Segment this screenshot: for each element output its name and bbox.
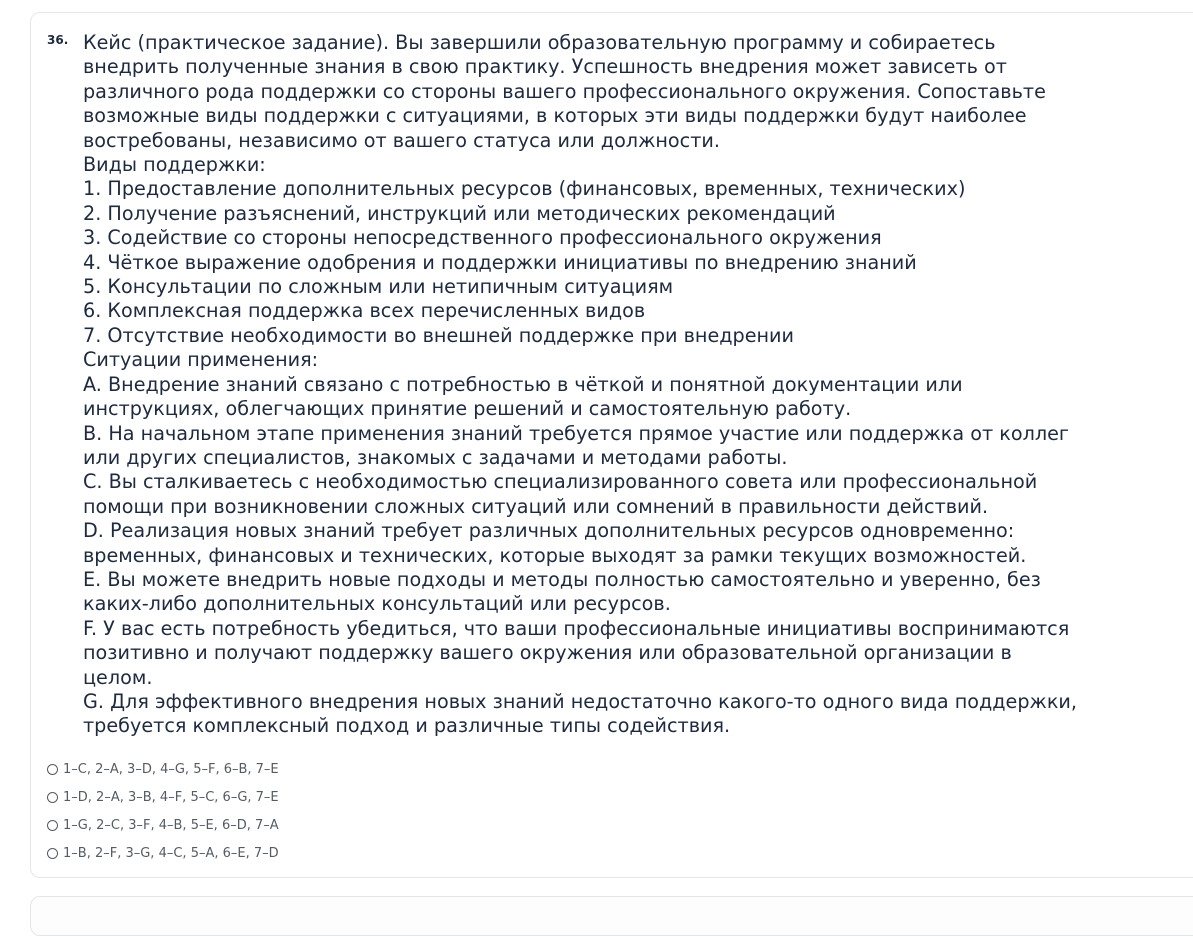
answer-option-label: 1–G, 2–C, 3–F, 4–B, 5–E, 6–D, 7–A	[63, 817, 279, 833]
answer-option-label: 1–B, 2–F, 3–G, 4–C, 5–A, 6–E, 7–D	[63, 845, 279, 861]
question-text-line: 5. Консультации по сложным или нетипичным ситуациям	[83, 275, 674, 299]
question-text-line: F. У вас есть потребность убедиться, что ваши профессиональные инициативы воспринимаются	[83, 616, 1070, 640]
radio-button[interactable]	[47, 764, 58, 775]
question-text-line: 3. Содействие со стороны непосредственного профессионального окружения	[83, 226, 882, 250]
answer-option-label: 1–C, 2–A, 3–D, 4–G, 5–F, 6–B, 7–E	[63, 761, 279, 777]
question-text-line: возможные виды поддержки с ситуациями, в которых эти виды поддержки будут наиболее	[83, 104, 1027, 128]
answer-option[interactable]	[47, 839, 279, 867]
question-text-line: различного рода поддержки со стороны вашего профессионального окружения. Сопоставьте	[83, 79, 1046, 103]
question-text-line: Кейс (практическое задание). Вы завершили образовательную программу и собираетесь	[83, 31, 996, 54]
question-text-line: инструкциях, облегчающих принятие решений и самостоятельную работу.	[83, 397, 852, 421]
question-text-line: 7. Отсутствие необходимости во внешней поддержке при внедрении	[83, 323, 794, 347]
question-text-line: 6. Комплексная поддержка всех перечисленных видов	[83, 299, 646, 323]
question-text-line: каких-либо дополнительных консультаций или ресурсов.	[83, 592, 671, 616]
question-card	[30, 12, 1193, 878]
question-text-line: A. Внедрение знаний связано с потребностью в чёткой и понятной документации или	[83, 372, 963, 396]
question-text-line: 1. Предоставление дополнительных ресурсов (финансовых, временных, технических)	[83, 177, 966, 201]
question-text-line: G. Для эффективного внедрения новых знаний недостаточно какого-то одного вида поддержки,	[83, 689, 1077, 713]
answer-option-label: 1–D, 2–A, 3–B, 4–F, 5–C, 6–G, 7–E	[63, 789, 279, 805]
question-number: 36.	[47, 33, 69, 47]
question-text-line: C. Вы сталкиваетесь с необходимостью специализированного совета или профессиональной	[83, 470, 1038, 494]
question-text-line: внедрить полученные знания в свою практику. Успешность внедрения может зависеть от	[83, 55, 1007, 79]
radio-button[interactable]	[47, 792, 58, 803]
question-text-line: временных, финансовых и технических, которые выходят за рамки текущих возможностей.	[83, 543, 1027, 567]
question-text-line: востребованы, независимо от вашего статуса или должности.	[83, 128, 720, 152]
question-text-line: E. Вы можете внедрить новые подходы и методы полностью самостоятельно и уверенно, без	[83, 567, 1041, 591]
question-text-line: Виды поддержки:	[83, 153, 266, 177]
question-text-line: целом.	[83, 665, 153, 689]
radio-button[interactable]	[47, 820, 58, 831]
question-text-line: или других специалистов, знакомых с задачами и методами работы.	[83, 445, 788, 469]
question-text-line: D. Реализация новых знаний требует различных дополнительных ресурсов одновременно:	[83, 519, 1015, 543]
question-text	[83, 31, 1183, 739]
question-text-line: B. На начальном этапе применения знаний требуется прямое участие или поддержка от коллег	[83, 421, 1070, 445]
answer-option[interactable]	[47, 783, 279, 811]
question-text-line: позитивно и получают поддержку вашего окружения или образовательной организации в	[83, 641, 1012, 665]
question-text-line: 4. Чёткое выражение одобрения и поддержки инициативы по внедрению знаний	[83, 250, 917, 274]
question-text-line: требуется комплексный подход и различные типы содействия.	[83, 714, 731, 738]
next-question-card	[30, 896, 1193, 936]
answer-option[interactable]	[47, 811, 279, 839]
answer-option[interactable]	[47, 755, 279, 783]
question-text-line: Ситуации применения:	[83, 348, 319, 372]
question-text-line: помощи при возникновении сложных ситуаций или сомнений в правильности действий.	[83, 494, 989, 518]
question-text-line: 2. Получение разъяснений, инструкций или методических рекомендаций	[83, 201, 836, 225]
answer-options	[47, 755, 279, 867]
radio-button[interactable]	[47, 848, 58, 859]
